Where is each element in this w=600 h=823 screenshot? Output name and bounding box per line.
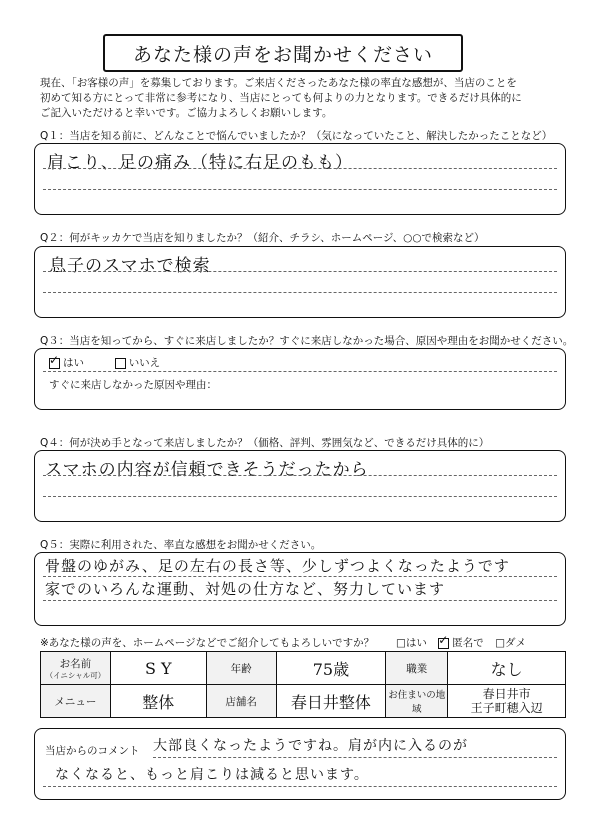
area-value-line1: 春日井市 [482, 687, 531, 701]
q5-answer-line2: 家でのいろんな運動、対処の仕方など、努力しています [45, 580, 446, 598]
intro-line: ご記入いただけると幸いです。ご協力よろしくお願いします。 [40, 107, 333, 119]
name-value: S Y [110, 652, 206, 685]
checkbox-yes [49, 358, 60, 369]
q3-no-label: いいえ [128, 357, 161, 369]
q2-answer-box [34, 246, 566, 318]
area-value [448, 685, 566, 718]
info-table [40, 651, 566, 718]
q1-answer-box [34, 143, 566, 215]
comment-label: 当店からのコメント [45, 745, 140, 757]
job-label: 職業 [386, 652, 448, 685]
age-value: 75歳 [276, 652, 386, 685]
checkbox-anonymous [438, 638, 449, 649]
q5-answer-line1: 骨盤のゆがみ、足の左右の長さ等、少しずつよくなったようです [45, 557, 510, 575]
q1-answer: 肩こり、足の痛み（特に右足のもも） [47, 153, 353, 173]
intro-text [40, 76, 570, 121]
q3-answer-box [34, 348, 566, 410]
q4-answer-box [34, 450, 566, 522]
q3-options [49, 355, 160, 370]
checkbox-no [115, 358, 126, 369]
area-label: お住まいの地域 [386, 685, 448, 718]
intro-line: 初めて知る方にとって非常に参考になり、当店にとっても何よりの力となります。できるだけ具体的に [40, 92, 522, 104]
menu-label: メニュー [41, 685, 111, 718]
shop-value: 春日井整体 [276, 685, 386, 718]
area-value-line2: 王子町穂入辺 [470, 701, 543, 715]
comment-box [34, 728, 566, 800]
q2-label: Q２：何がキッカケで当店を知りましたか？（紹介、チラシ、ホームページ、○○で検索など） [40, 232, 485, 244]
permission-options [396, 635, 526, 650]
q5-label: Q５：実際に利用された、率直な感想をお聞かせください。 [40, 539, 322, 551]
q3-yes-label: はい [63, 357, 84, 369]
q2-answer: 息子のスマホで検索 [49, 256, 211, 276]
intro-line: 現在、「お客様の声」を募集しております。ご来店くださったあなた様の率直な感想が、当店のことを [40, 77, 517, 89]
q3-reason-label: すぐに来店しなかった原因や理由： [49, 379, 217, 391]
survey-title: あなた様の声をお聞かせください [103, 34, 463, 72]
permission-anonymous: 匿名で [452, 637, 484, 649]
q3-label: Q３：当店を知ってから、すぐに来店しましたか？すぐに来店しなかった場合、原因や理由をお聞かせください。 [40, 335, 574, 347]
permission-no: □ダメ [495, 637, 527, 649]
permission-yes: □はい [396, 637, 427, 649]
menu-value: 整体 [110, 685, 206, 718]
comment-line2: なくなると、もっと肩こりは減ると思います。 [55, 767, 369, 783]
job-value: なし [448, 652, 566, 685]
q5-answer-box [34, 552, 566, 626]
shop-label: 店舗名 [206, 685, 276, 718]
age-label: 年齢 [206, 652, 276, 685]
name-label: お名前 （イニシャル可） [41, 652, 111, 685]
permission-question: ※あなた様の声を、ホームページなどでご紹介してもよろしいですか？ [40, 637, 375, 649]
q4-answer: スマホの内容が信頼できそうだったから [45, 460, 369, 480]
q1-label: Q１：当店を知る前に、どんなことで悩んでいましたか？（気になっていたこと、解決したかったことなど） [40, 130, 553, 142]
comment-line1: 大部良くなったようですね。肩が内に入るのが [153, 738, 468, 754]
q4-label: Q４：何が決め手となって来店しましたか？（価格、評判、雰囲気など、できるだけ具体的に） [40, 437, 490, 449]
